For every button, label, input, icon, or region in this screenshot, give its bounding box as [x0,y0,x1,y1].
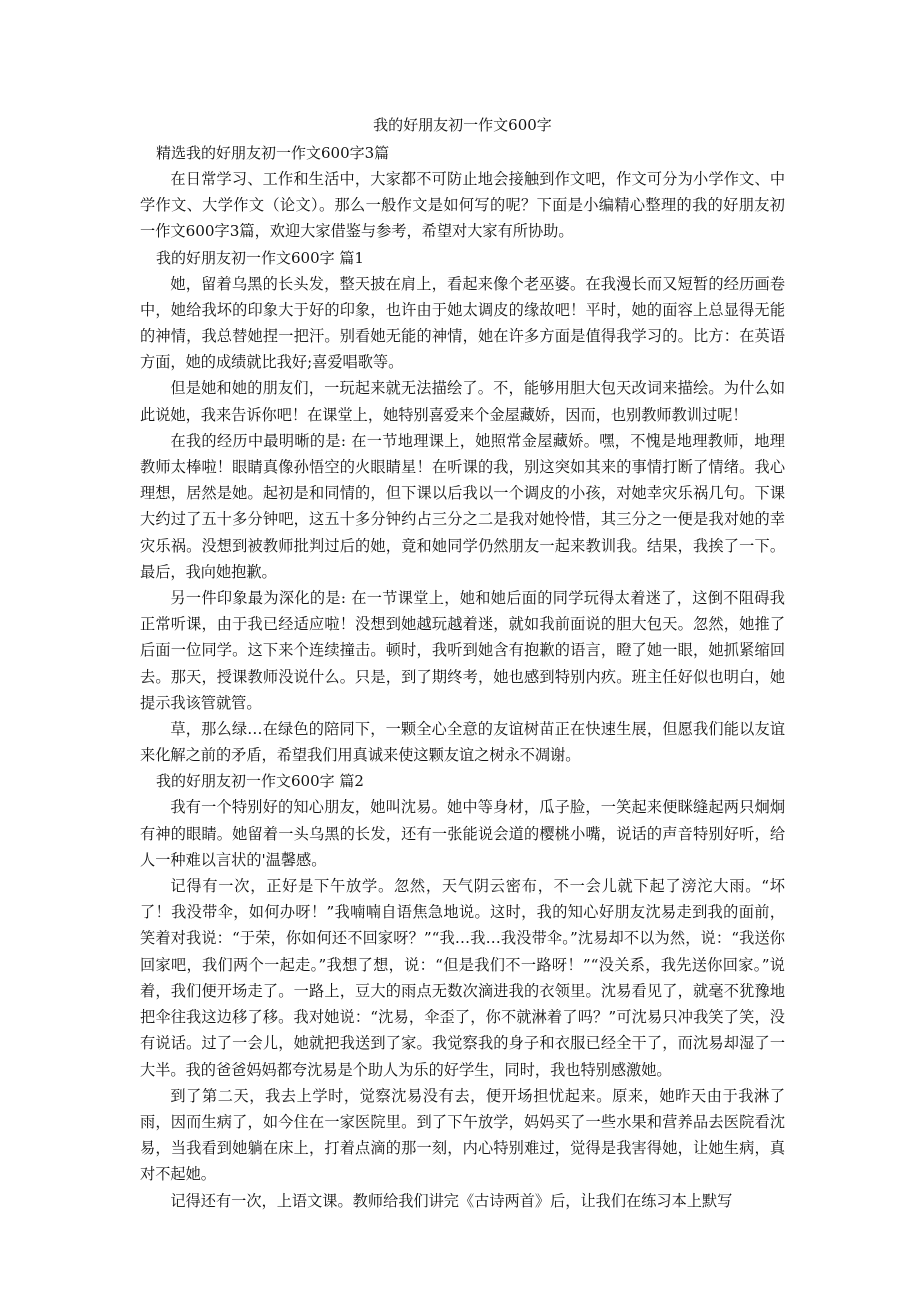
section2-paragraph: 记得还有一次，上语文课。教师给我们讲完《古诗两首》后，让我们在练习本上默写 [170,1191,733,1210]
section2-paragraph: 我有一个特别好的知心朋友，她叫沈易。她中等身材，瓜子脸，一笑起来便眯缝起两只炯炯有神的眼睛。她留着一头乌黑的长发，还有一张能说会道的樱桃小嘴，说话的声音特别好听，给人一种难以言状的'温馨感。 [140,798,785,869]
section1-paragraph: 但是她和她的朋友们，一玩起来就无法描绘了。不，能够用胆大包天改词来描绘。为什么如此说她，我来告诉你吧！在课堂上，她特别喜爱来个金屋藏娇，因而，也别教师教训过呢！ [140,379,785,424]
section2-paragraph: 记得有一次，正好是下午放学。忽然，天气阴云密布，不一会儿就下起了滂沱大雨。“坏了！我没带伞，如何办呀！”我喃喃自语焦急地说。这时，我的知心好朋友沈易走到我的面前，笑着对我说：“于荣，你如何还不回家呀？”“我…我…我没带伞。”沈易却不以为然，说：“我送你回家吧，我们两个一起走。”我想了想，说：“但是我们不一路呀！”“没关系，我先送你回家。”说着，我们便开场走了。一路上，豆大的雨点无数次滴进我的衣领里。沈易看见了，就毫不犹豫地把伞往我这边移了移。我对她说：“沈易，伞歪了，你不就淋着了吗？”可沈易只冲我笑了笑，没有说话。过了一会儿，她就把我送到了家。我觉察我的身子和衣服已经全干了，而沈易却湿了一大半。我的爸爸妈妈都夸沈易是个助人为乐的好学生，同时，我也特别感激她。 [140,877,785,1079]
section1-heading: 我的好朋友初一作文600字 篇1 [156,248,364,267]
document-subtitle: 精选我的好朋友初一作文600字3篇 [156,144,390,162]
intro-paragraph: 在日常学习、工作和生活中，大家都不可防止地会接触到作文吧，作文可分为小学作文、中学作文、大学作文（论文）。那么一般作文是如何写的呢？下面是小编精心整理的我的好朋友初一作文600字3篇，欢迎大家借鉴与参考，希望对大家有所协助。 [140,170,785,241]
section1-paragraph: 在我的经历中最明晰的是: 在一节地理课上，她照常金屋藏娇。嘿，不愧是地理教师，地理教师太棒啦！眼睛真像孙悟空的火眼睛星！在听课的我，别这突如其来的事情打断了情绪。我心理想，居然是她。起初是和同情的，但下课以后我以一个调皮的小孩，对她幸灾乐祸几句。下课大约过了五十多分钟吧，这五十多分钟约占三分之二是我对她怜惜，其三分之一便是我对她的幸灾乐祸。没想到被教师批判过后的她，竟和她同学仍然朋友一起来教训我。结果，我挨了一下。最后，我向她抱歉。 [140,431,785,581]
section1-paragraph: 另一件印象最为深化的是: 在一节课堂上，她和她后面的同学玩得太着迷了，这倒不阻碍我正常听课，由于我已经适应啦！没想到她越玩越着迷，就如我前面说的胆大包天。忽然，她推了后面一位同学。这下来个连续撞击。顿时，我听到她含有抱歉的语言，瞪了她一眼，她抓紧缩回去。那天，授课教师没说什么。只是，到了期终考，她也感到特别内疚。班主任好似也明白，她提示我该管就管。 [140,589,785,712]
section2-paragraph: 到了第二天，我去上学时，觉察沈易没有去，便开场担忧起来。原来，她昨天由于我淋了雨，因而生病了，如今住在一家医院里。到了下午放学，妈妈买了一些水果和营养品去医院看沈易，当我看到她躺在床上，打着点滴的那一刻，内心特别难过，觉得是我害得她，让她生病，真对不起她。 [140,1086,785,1184]
section1-paragraph: 草，那么绿…在绿色的陪同下，一颗全心全意的友谊树苗正在快速生展，但愿我们能以友谊来化解之前的矛盾，希望我们用真诚来使这颗友谊之树永不凋谢。 [140,720,785,765]
document-title: 我的好朋友初一作文600字 [373,116,552,134]
section1-paragraph: 她，留着乌黑的长头发，整天披在肩上，看起来像个老巫婆。在我漫长而又短暂的经历画卷中，她给我坏的印象大于好的印象，也许由于她太调皮的缘故吧！平时，她的面容上总显得无能的神情，我总替她捏一把汗。别看她无能的神情，她在许多方面是值得我学习的。比方：在英语方面，她的成绩就比我好;喜爱唱歌等。 [140,274,785,372]
section2-heading: 我的好朋友初一作文600字 篇2 [156,772,364,791]
document-page [140,112,785,1214]
